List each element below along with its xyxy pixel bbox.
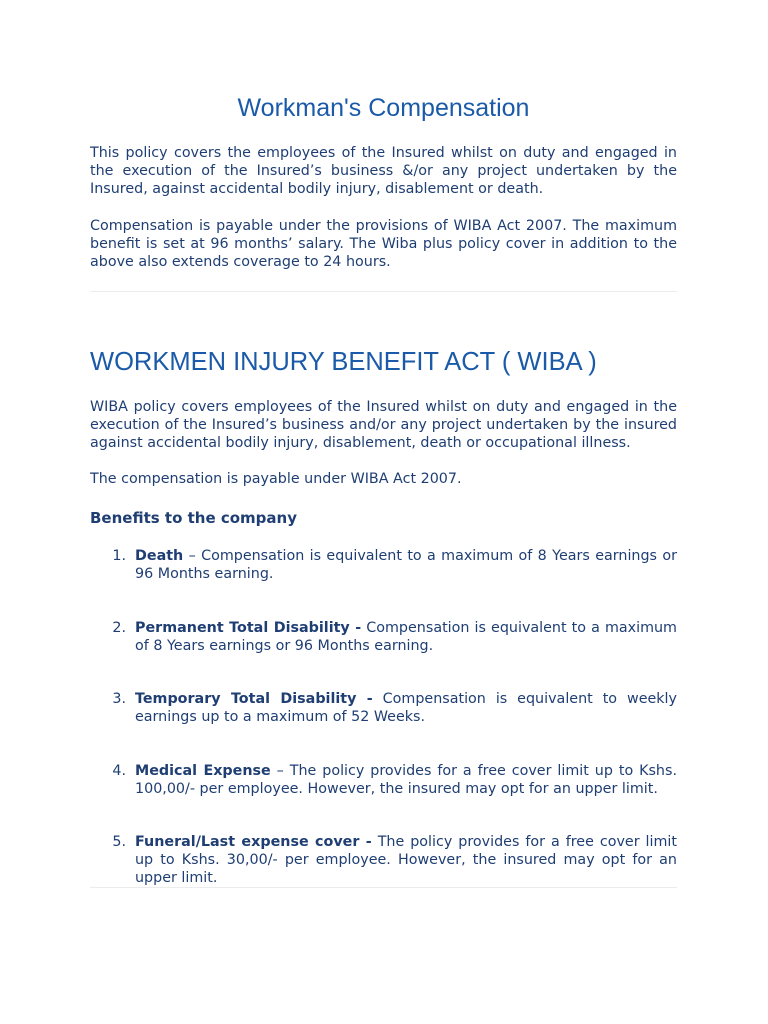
workmans-compensation-paragraph-2: Compensation is payable under the provisions of WIBA Act 2007. The maximum benefit is set at 96 months’ salary. The Wiba plus policy cover in addition to the above also extends coverage to 24 hours. <box>90 218 677 270</box>
benefit-number: 3. <box>112 691 126 707</box>
section-divider <box>90 291 677 292</box>
benefit-number: 2. <box>112 619 126 636</box>
benefit-death <box>90 547 677 619</box>
benefit-number: 4. <box>112 762 126 779</box>
benefit-description: – Compensation is equivalent to a maximum of 8 Years earnings or 96 Months earning. <box>135 548 677 582</box>
benefits-heading: Benefits to the company <box>90 509 297 527</box>
benefit-name: Medical Expense <box>135 762 271 779</box>
benefit-number: 1. <box>112 548 126 564</box>
benefit-description: Compensation is equivalent to weekly earnings up to a maximum of 52 Weeks. <box>135 691 677 725</box>
benefit-name: Funeral/Last expense cover - <box>135 834 372 850</box>
benefit-number: 5. <box>112 834 126 850</box>
workmans-compensation-title: Workman's Compensation <box>237 94 530 122</box>
benefit-temporary-total-disability <box>90 690 677 762</box>
benefit-description: – The policy provides for a free cover limit up to Kshs. 100,00/- per employee. However, the insured may opt for an upper limit. <box>135 762 677 797</box>
benefit-description: Compensation is equivalent to a maximum of 8 Years earnings or 96 Months earning. <box>135 619 677 654</box>
wiba-title: WORKMEN INJURY BENEFIT ACT ( WIBA ) <box>90 348 597 376</box>
benefit-funeral-last-expense-cover <box>90 833 677 905</box>
wiba-paragraph-1: WIBA policy covers employees of the Insured whilst on duty and engaged in the execution of the Insured’s business and/or any project undertaken by the insured against accidental bodily injury, disablement, death or occupational illness. <box>90 399 677 451</box>
section-divider <box>90 887 677 888</box>
benefit-name: Temporary Total Disability - <box>135 691 373 707</box>
wiba-paragraph-2: The compensation is payable under WIBA Act 2007. <box>90 471 462 487</box>
workmans-compensation-paragraph-1: This policy covers the employees of the Insured whilst on duty and engaged in the execution of the Insured’s business &/or any project undertaken by the Insured, against accidental bodily injury, disablement or death. <box>90 145 677 197</box>
benefits-list <box>90 547 677 905</box>
benefit-medical-expense <box>90 762 677 834</box>
benefit-permanent-total-disability <box>90 619 677 691</box>
benefit-name: Permanent Total Disability - <box>135 619 362 636</box>
benefit-description: The policy provides for a free cover limit up to Kshs. 30,00/- per employee. However, the insured may opt for an upper limit. <box>135 834 677 886</box>
benefit-name: Death <box>135 548 184 564</box>
